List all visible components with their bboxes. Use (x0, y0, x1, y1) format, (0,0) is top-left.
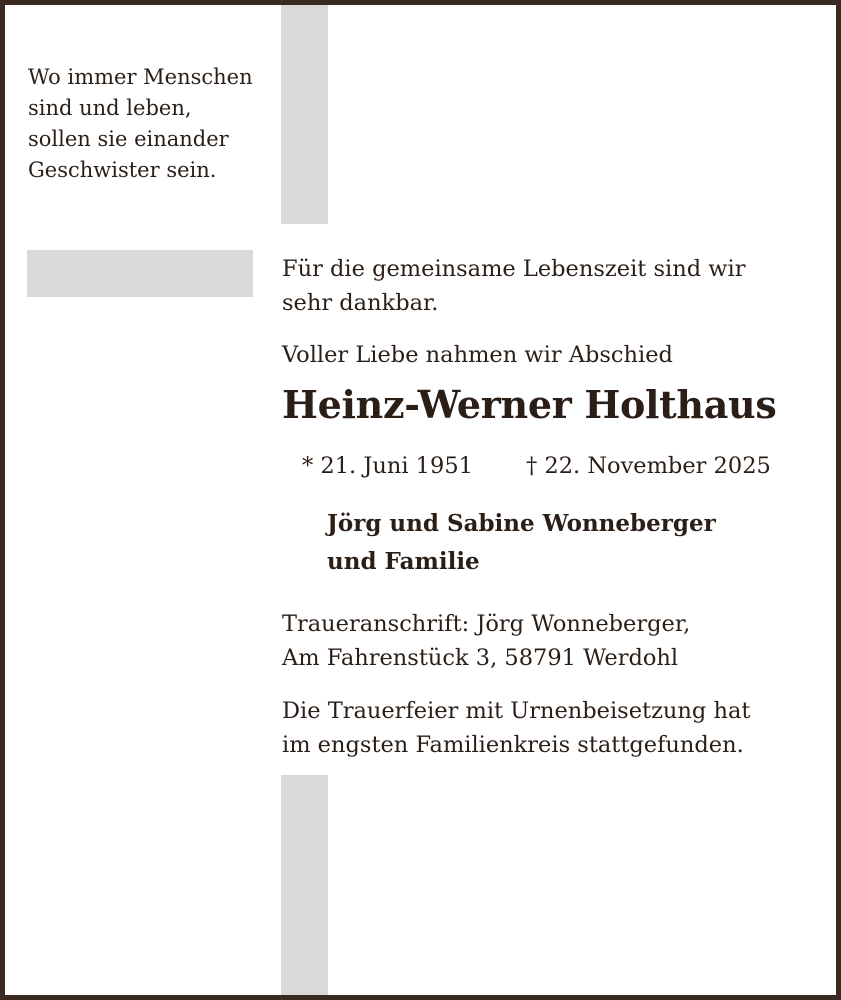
cross-left-beam (27, 250, 253, 297)
family-signature (327, 505, 716, 581)
mourning-address (282, 607, 690, 675)
birth-date: * 21. Juni 1951 (302, 453, 473, 479)
family-line: und Familie (327, 548, 480, 575)
death-date: † 22. November 2025 (526, 453, 771, 479)
quote-line: sollen sie einander (28, 127, 229, 151)
cross-top-beam (281, 5, 328, 224)
quote-line: Wo immer Menschen (28, 65, 253, 89)
address-line: Am Fahrenstück 3, 58791 Werdohl (282, 645, 679, 671)
farewell-text: Voller Liebe nahmen wir Abschied (282, 342, 673, 368)
address-line: Traueranschrift: Jörg Wonneberger, (282, 611, 691, 637)
family-line: Jörg und Sabine Wonneberger (327, 510, 716, 537)
gratitude-text (282, 252, 745, 320)
gratitude-line: sehr dankbar. (282, 290, 439, 316)
cross-bottom-beam (281, 775, 328, 995)
ceremony-line: im engsten Familienkreis stattgefunden. (282, 732, 744, 758)
deceased-name: Heinz-Werner Holthaus (282, 382, 777, 427)
quote-verse (28, 62, 253, 186)
quote-line: Geschwister sein. (28, 158, 217, 182)
ceremony-note (282, 694, 750, 762)
ceremony-line: Die Trauerfeier mit Urnenbeisetzung hat (282, 698, 751, 724)
quote-line: sind und leben, (28, 96, 192, 120)
gratitude-line: Für die gemeinsame Lebenszeit sind wir (282, 256, 746, 282)
